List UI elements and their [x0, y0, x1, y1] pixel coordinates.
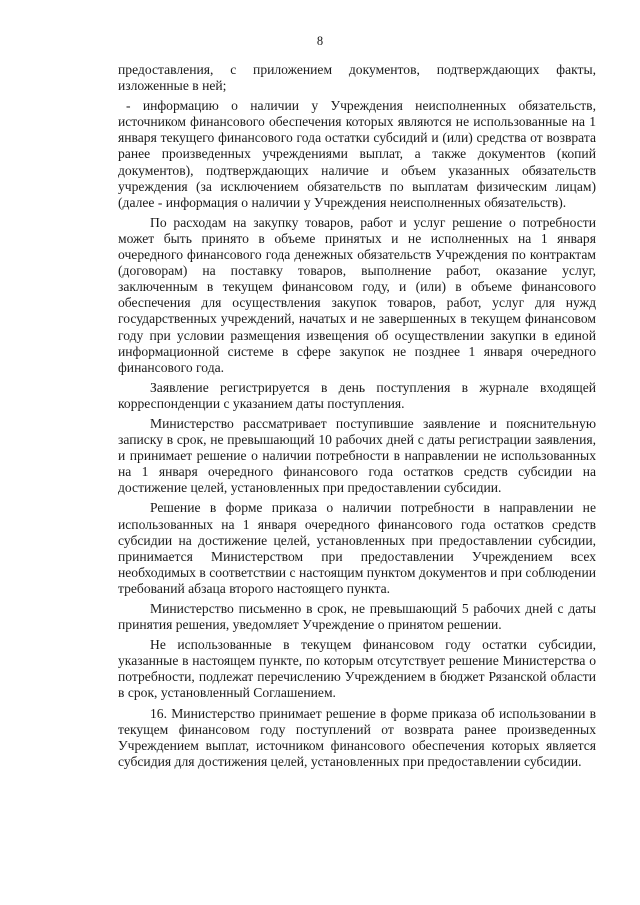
- page-number: 8: [316, 34, 324, 48]
- item-list: [118, 98, 596, 211]
- paragraph-item-16: 16. Министерство принимает решение в форме приказа об использовании в текущем финансовом году поступлений от возврата ранее произведенных Учреждением выплат, источником финансового обеспечения которых является субсидия для достижения целей, установленных при предоставлении субсидии.: [118, 705, 596, 769]
- paragraph-unused-balances: Не использованные в текущем финансовом году остатки субсидии, указанные в настоящем пункте, по которым отсутствует решение Министерства о потребности, подлежат перечислению Учреждением в бюджет Рязанской области в срок, установленный Соглашением.: [118, 637, 596, 701]
- paragraph-registration: Заявление регистрируется в день поступления в журнале входящей корреспонденции с указанием даты поступления.: [118, 379, 596, 411]
- paragraph-procurement-expenses: По расходам на закупку товаров, работ и услуг решение о потребности может быть принято в объеме принятых и не исполненных на 1 января очередного финансового года денежных обязательств Учреждения по контрактам (договорам) на поставку товаров, выполнение работ, оказание услуг, заключенным в текущем финансовом году, и (или) в объеме финансового обеспечения для осуществления закупок товаров, работ, услуг для нужд государственных учреждений, начатых и не завершенных в текущем финансовом году при условии размещения извещения об осуществлении закупки в единой информационной системе в сфере закупок не позднее 1 января очередного финансового года.: [118, 214, 596, 375]
- paragraph-ministry-review: Министерство рассматривает поступившие заявление и пояснительную записку в срок, не превышающий 10 рабочих дней с даты регистрации заявления, и принимает решение о наличии потребности в направлении не использованных на 1 января очередного финансового года остатков средств субсидии на достижение целей, установленных при предоставлении субсидии.: [118, 415, 596, 496]
- paragraph-continuation: предоставления, с приложением документов, подтверждающих факты, изложенные в ней;: [118, 62, 596, 94]
- document-body: [118, 62, 596, 774]
- paragraph-order-decision: Решение в форме приказа о наличии потребности в направлении не использованных на 1 января очередного финансового года остатков средств субсидии на достижение целей, установленных при предоставлении субсидии, принимается Министерством при предоставлении Учреждением всех необходимых в соответствии с настоящим пунктом документов и при соблюдении требований абзаца второго настоящего пункта.: [118, 500, 596, 596]
- list-item-unfulfilled-obligations: - информацию о наличии у Учреждения неисполненных обязательств, источником финансового обеспечения которых являются не использованные на 1 января текущего финансового года остатки субсидий и (или) средства от возврата ранее произведенных учреждениями выплат, а также документов (копий документов), подтверждающих наличие и объем указанных обязательств учреждения (за исключением обязательств по выплатам физическим лицам) (далее - информация о наличии у Учреждения неисполненных обязательств).: [118, 98, 596, 210]
- paragraph-notification: Министерство письменно в срок, не превышающий 5 рабочих дней с даты принятия решения, уведомляет Учреждение о принятом решении.: [118, 601, 596, 633]
